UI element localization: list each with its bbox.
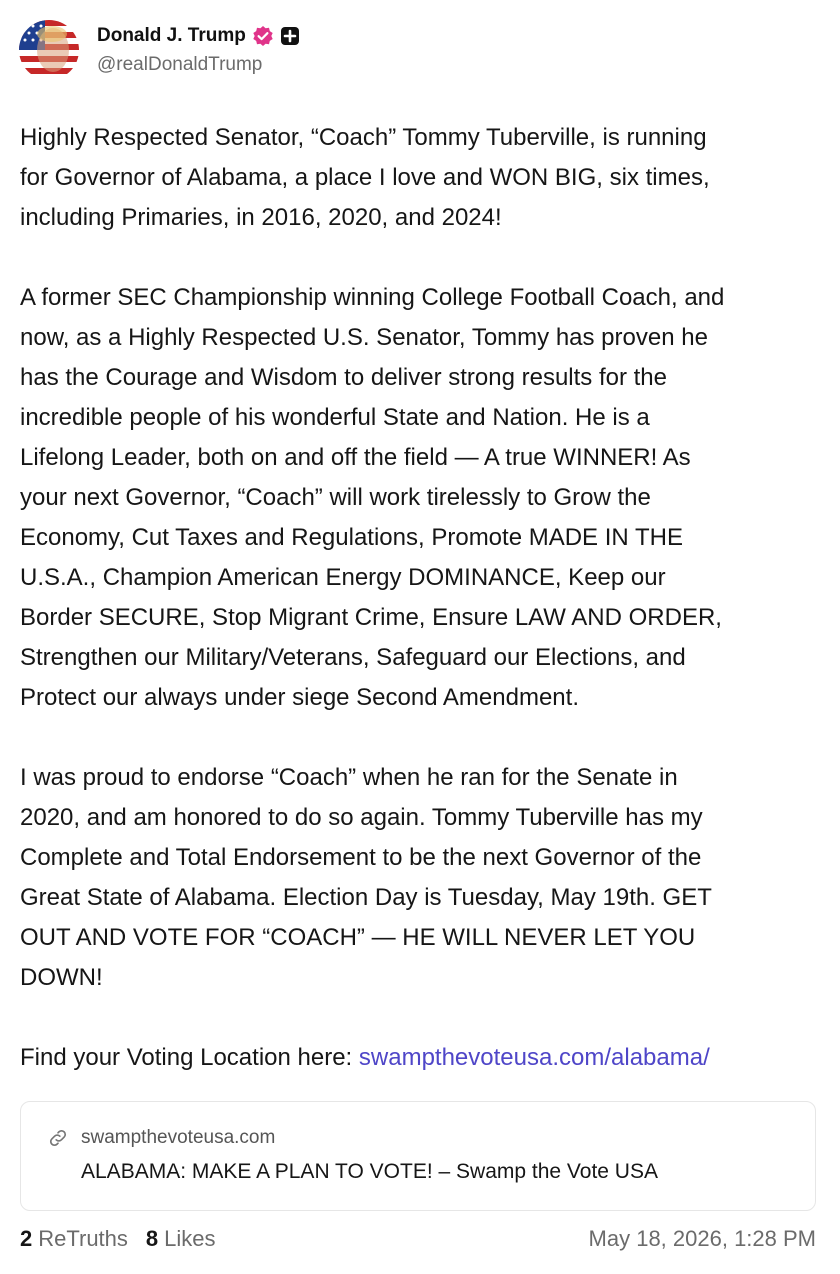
- card-title[interactable]: ALABAMA: MAKE A PLAN TO VOTE! – Swamp the Vote USA: [81, 1160, 658, 1183]
- post-content: [20, 118, 820, 1078]
- link-preview-card[interactable]: [20, 1101, 816, 1211]
- avatar[interactable]: [19, 20, 79, 80]
- name-row: [97, 24, 300, 48]
- flag-portrait-avatar: [19, 20, 79, 80]
- voting-location-link[interactable]: swampthevoteusa.com/alabama/: [358, 1044, 710, 1071]
- voting-location-line: [20, 1038, 820, 1078]
- post-header: [19, 20, 300, 80]
- author-names: [97, 24, 300, 76]
- plus-square-icon: [280, 26, 300, 46]
- post-paragraph: I was proud to endorse “Coach” when he ran for the Senate in 2020, and am honored to do so again. Tommy Tuberville has my Complete and Total Endorsement to be the next Governor of the Great State of Alabama. Election Day is Tuesday, May 19th. GET OUT AND VOTE FOR “COACH” — HE WILL NEVER LET YOU DOWN!: [20, 764, 712, 991]
- post-paragraph: A former SEC Championship winning College Football Coach, and now, as a Highly Respected U.S. Senator, Tommy has proven he has the Courage and Wisdom to deliver strong results for the incredible people of his wonderful State and Nation. He is a Lifelong Leader, both on and off the field — A true WINNER! As your next Governor, “Coach” will work tirelessly to Grow the Economy, Cut Taxes and Regulations, Promote MADE IN THE U.S.A., Champion American Energy DOMINANCE, Keep our Border SECURE, Stop Migrant Crime, Ensure LAW AND ORDER, Strengthen our Military/Veterans, Safeguard our Elections, and Protect our always under siege Second Amendment.: [20, 284, 725, 711]
- card-domain-row: [47, 1127, 275, 1149]
- post-footer: [20, 1226, 816, 1252]
- link-icon: [47, 1127, 69, 1149]
- post-paragraph: Highly Respected Senator, “Coach” Tommy Tuberville, is running for Governor of Alabama, a place I love and WON BIG, six times, including Primaries, in 2016, 2020, and 2024!: [20, 124, 710, 231]
- retruths-count[interactable]: 2: [20, 1226, 33, 1251]
- verified-badge-icon: [252, 25, 274, 47]
- likes-label[interactable]: Likes: [164, 1226, 216, 1251]
- retruths-label[interactable]: ReTruths: [38, 1226, 128, 1251]
- voting-location-text: Find your Voting Location here:: [20, 1044, 359, 1071]
- author-handle[interactable]: @realDonaldTrump: [97, 54, 263, 75]
- card-domain: swampthevoteusa.com: [81, 1127, 276, 1148]
- display-name[interactable]: Donald J. Trump: [97, 25, 246, 46]
- post-timestamp[interactable]: May 18, 2026, 1:28 PM: [588, 1226, 816, 1251]
- likes-count[interactable]: 8: [145, 1226, 159, 1251]
